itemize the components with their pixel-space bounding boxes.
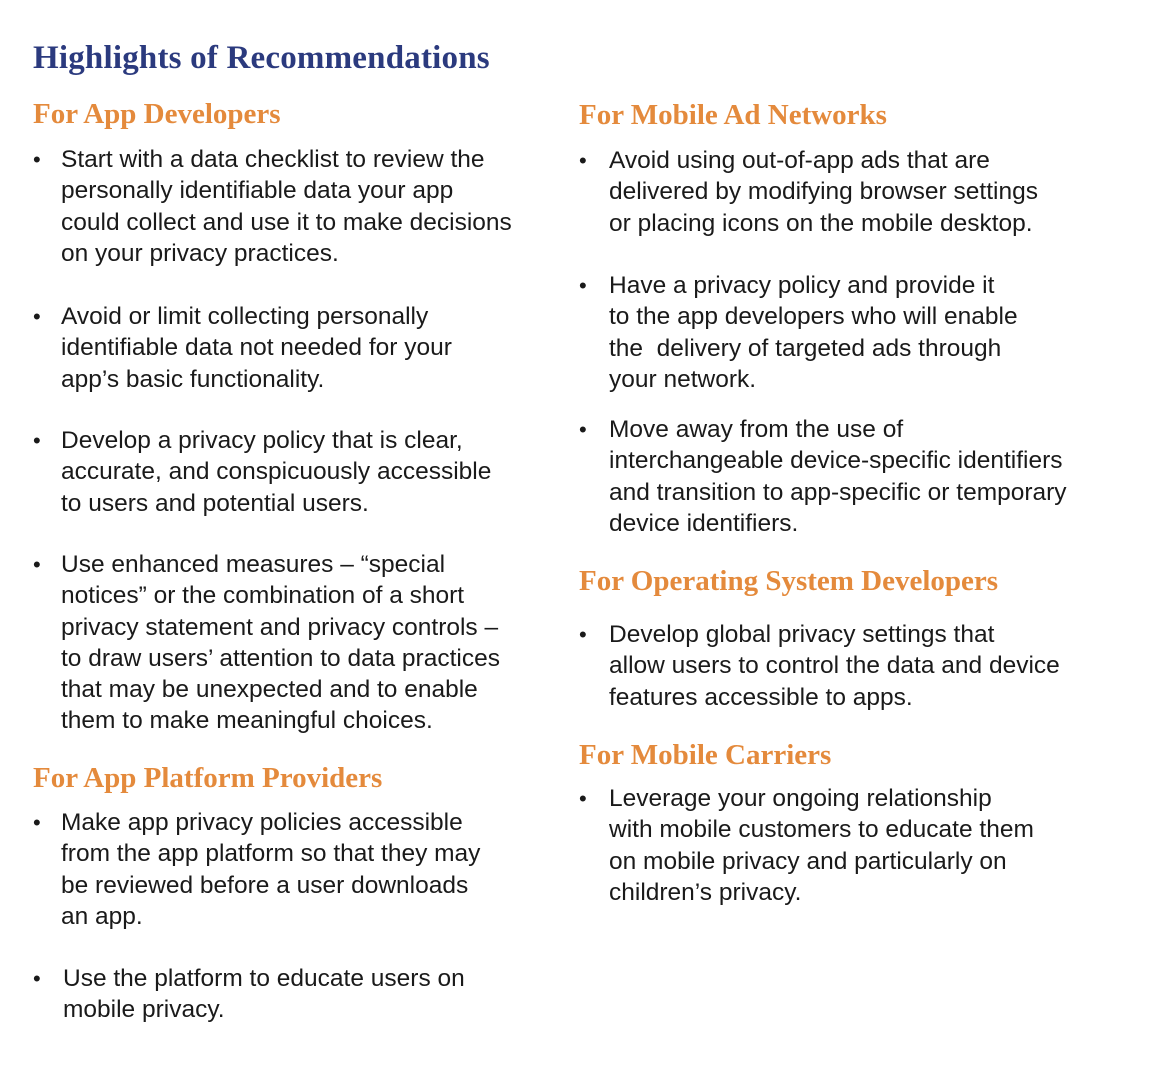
section-heading-mobile-carriers: For Mobile Carriers [579,739,832,771]
bullet-icon: • [579,417,587,442]
bullet-icon: • [579,148,587,173]
list-item-text: Have a privacy policy and provide it to the app developers who will enable the delivery of targeted ads through your network. [609,272,1018,393]
bullet-icon: • [33,304,41,329]
bullet-icon: • [33,966,41,991]
list-item-text: Leverage your ongoing relationship with mobile customers to educate them on mobile privacy and particularly on children’s privacy. [609,785,1034,906]
section-heading-app-platform-providers: For App Platform Providers [33,762,383,794]
list-item-text: Develop global privacy settings that allow users to control the data and device features accessible to apps. [609,621,1060,711]
list-item-text: Use enhanced measures – “special notices” or the combination of a short privacy statement and privacy controls – to draw users’ attention to data practices that may be unexpected and to enable them to make meaningful choices. [61,551,500,735]
list-item-text: Develop a privacy policy that is clear, accurate, and conspicuously accessible to users and potential users. [61,427,492,517]
bullet-icon: • [579,786,587,811]
bullet-icon: • [33,810,41,835]
bullet-icon: • [579,273,587,298]
list-item-text: Avoid or limit collecting personally identifiable data not needed for your app’s basic functionality. [61,303,452,393]
list-item-text: Use the platform to educate users on mobile privacy. [63,965,465,1024]
list-item-text: Make app privacy policies accessible from the app platform so that they may be reviewed before a user downloads an app. [61,809,481,930]
page-title: Highlights of Recommendations [33,40,490,76]
bullet-icon: • [33,428,41,453]
bullet-icon: • [579,622,587,647]
bullet-icon: • [33,147,41,172]
section-heading-mobile-ad-networks: For Mobile Ad Networks [579,99,887,131]
section-heading-operating-system-developers: For Operating System Developers [579,565,999,597]
bullet-icon: • [33,552,41,577]
list-item-text: Start with a data checklist to review the personally identifiable data your app could collect and use it to make decisions on your privacy practices. [61,146,512,267]
section-heading-app-developers: For App Developers [33,98,281,130]
list-item-text: Move away from the use of interchangeable device-specific identifiers and transition to app-specific or temporary device identifiers. [609,416,1067,537]
list-item-text: Avoid using out-of-app ads that are delivered by modifying browser settings or placing icons on the mobile desktop. [609,147,1038,237]
